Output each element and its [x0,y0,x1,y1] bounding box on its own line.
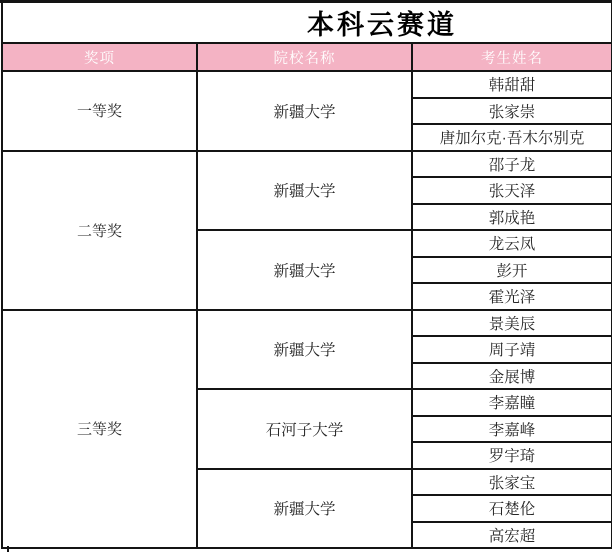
candidate-name-cell: 韩甜甜 [412,71,612,98]
college-cell: 新疆大学 [197,71,412,151]
candidate-name-cell: 李嘉瞳 [412,389,612,416]
header-row [2,43,612,71]
candidate-name-cell: 张家崇 [412,98,612,125]
candidate-name-cell: 邵子龙 [412,151,612,178]
college-cell: 新疆大学 [197,230,412,310]
college-cell: 新疆大学 [197,151,412,231]
table-row [2,71,612,98]
candidate-name-cell: 郭成艳 [412,204,612,231]
college-cell: 石河子大学 [197,389,412,469]
candidate-name-cell: 金展博 [412,363,612,390]
college-cell: 新疆大学 [197,310,412,390]
header-cell-candidate: 考生姓名 [412,43,612,71]
candidate-name-cell: 彭开 [412,257,612,284]
track-title: 本科云赛道 [2,2,612,44]
candidate-name-cell: 景美辰 [412,310,612,337]
candidate-name-cell: 周子靖 [412,336,612,363]
award-results-table [1,0,612,549]
candidate-name-cell: 张家宝 [412,469,612,496]
candidate-name-cell: 霍光泽 [412,283,612,310]
table-row [2,310,612,337]
college-cell: 新疆大学 [197,469,412,549]
candidate-name-cell: 石楚伦 [412,495,612,522]
award-cell: 二等奖 [2,151,197,310]
candidate-name-cell: 唐加尔克·吾木尔别克 [412,124,612,151]
table-row [2,151,612,178]
header-cell-award: 奖项 [2,43,197,71]
candidate-name-cell: 张天泽 [412,177,612,204]
title-row [2,2,612,44]
header-cell-college: 院校名称 [197,43,412,71]
candidate-name-cell: 高宏超 [412,522,612,549]
award-cell: 三等奖 [2,310,197,549]
award-cell: 一等奖 [2,71,197,151]
candidate-name-cell: 龙云凤 [412,230,612,257]
candidate-name-cell: 李嘉峰 [412,416,612,443]
candidate-name-cell: 罗宇琦 [412,442,612,469]
